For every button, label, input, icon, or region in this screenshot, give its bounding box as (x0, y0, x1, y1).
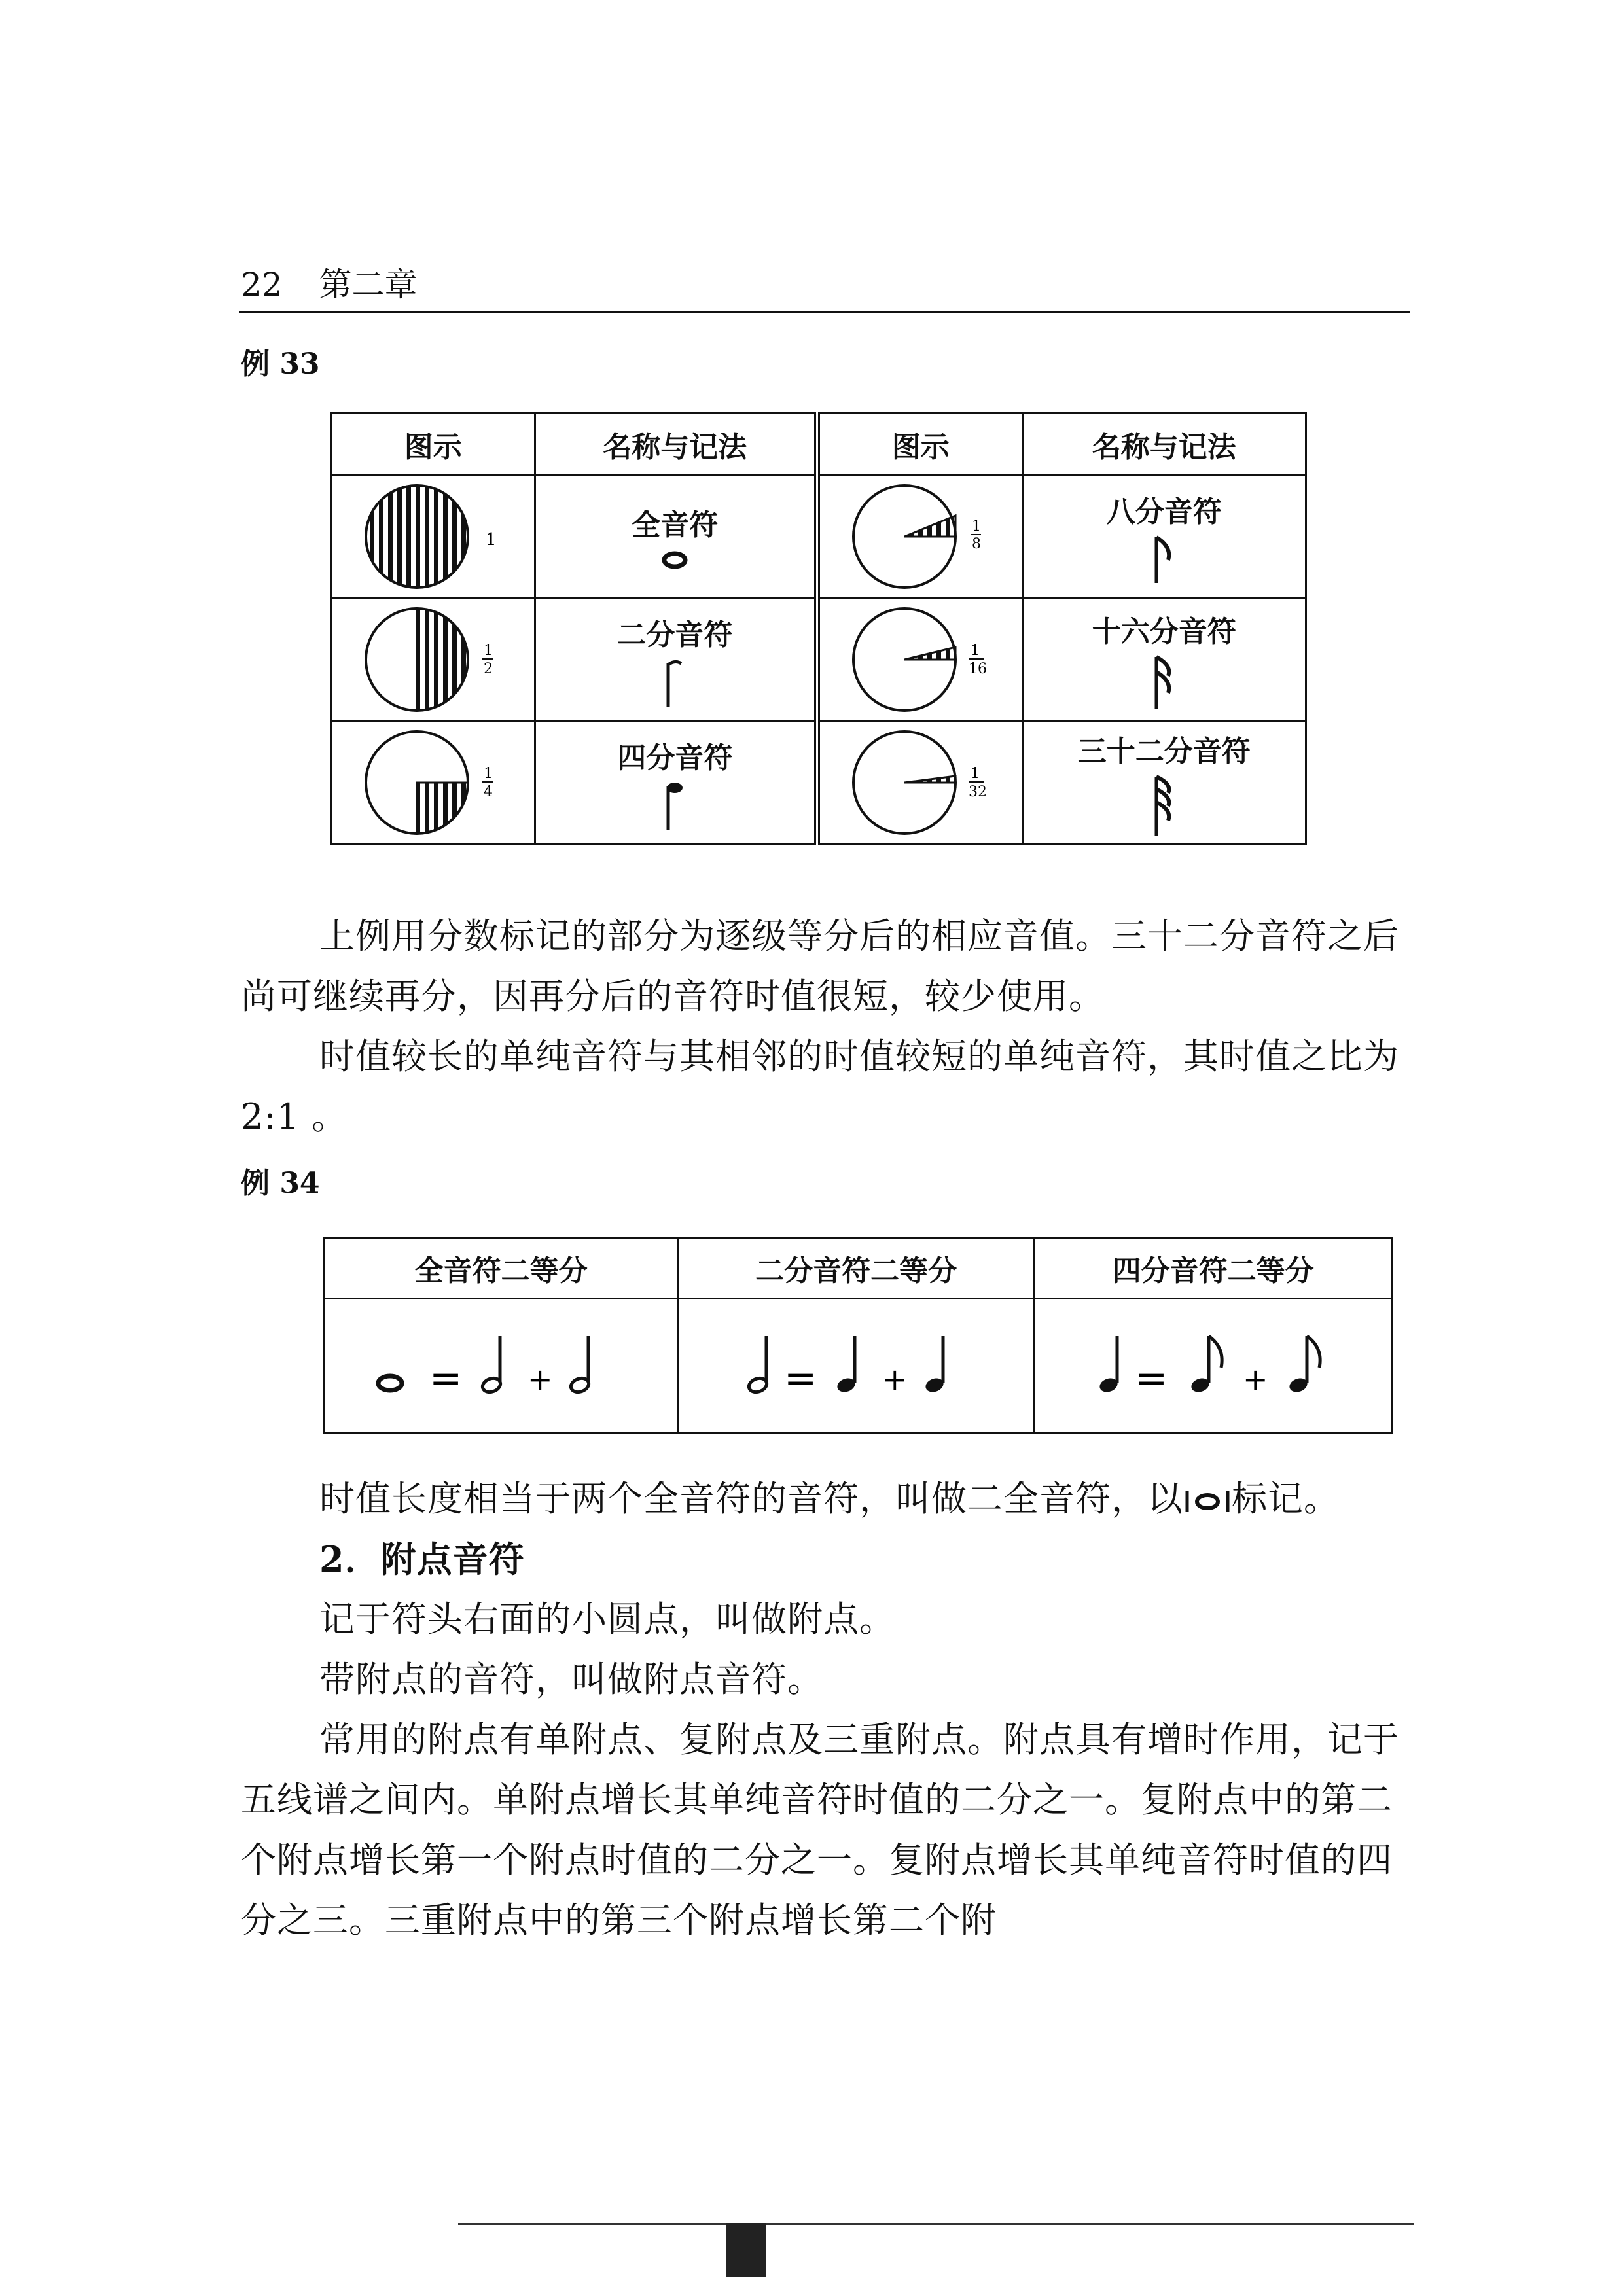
note-cell-quarter (535, 722, 817, 845)
pie-diagram-quarter (332, 722, 535, 845)
note-value-table (330, 412, 1307, 845)
pie-diagram-eighth (817, 476, 1022, 599)
fraction-label: 1 (485, 530, 497, 550)
note-name: 八分音符 (1106, 495, 1222, 529)
chapter-title: 第二章 (319, 266, 418, 304)
example-33-label: 例 33 (241, 347, 320, 381)
page-number: 22 (241, 266, 283, 304)
note-cell-thirty-second (1022, 722, 1306, 845)
col-header-whole-division: 全音符二等分 (325, 1238, 678, 1299)
running-header (241, 258, 418, 306)
eighth-note-icon (1151, 534, 1177, 586)
paragraph-1 (241, 906, 1406, 1147)
paragraph-text: 带附点的音符，叫做附点音符。 (319, 1659, 823, 1700)
note-cell-whole (535, 476, 817, 599)
note-name: 二分音符 (617, 618, 733, 652)
pie-diagram-sixteenth (817, 599, 1022, 722)
paragraph-text: 时值长度相当于两个全音符的音符，叫做二全音符，以 (319, 1478, 1183, 1519)
col-header-name-right: 名称与记法 (1022, 414, 1306, 476)
paragraph-text: 标记。 (1232, 1478, 1340, 1519)
col-header-diagram-left: 图示 (332, 414, 535, 476)
svg-text:16: 16 (968, 661, 987, 677)
svg-text:1: 1 (970, 643, 980, 659)
svg-text:1: 1 (970, 766, 980, 782)
breve-paragraph (241, 1469, 1406, 1529)
note-cell-sixteenth (1022, 599, 1306, 722)
svg-text:1: 1 (483, 643, 493, 659)
svg-text:4: 4 (483, 784, 493, 800)
svg-text:=: = (784, 1356, 817, 1402)
note-division-table (323, 1237, 1393, 1434)
quarter-equals-two-eighths (1035, 1299, 1392, 1433)
paragraph-text: 常用的附点有单附点、复附点及三重附点。附点具有增时作用，记于五线谱之间内。单附点增长其单纯音符时值的二分之一。复附点中的第二个附点增长第一个附点时值的二分之一。复附点增长其单纯音符时值的四分之三。三重附点中的第三个附点增长第二个附 (241, 1719, 1399, 1941)
col-header-diagram-right: 图示 (817, 414, 1022, 476)
pie-diagram-half (332, 599, 535, 722)
example-34-label: 例 34 (241, 1167, 320, 1200)
half-equals-two-quarters (678, 1299, 1035, 1433)
col-header-half-division: 二分音符二等分 (678, 1238, 1035, 1299)
svg-text:1: 1 (971, 518, 981, 535)
svg-text:+: + (882, 1362, 908, 1397)
paragraph-2 (241, 1469, 1406, 1951)
svg-text:+: + (527, 1362, 553, 1397)
pie-diagram-whole (332, 476, 535, 599)
col-header-name-left: 名称与记法 (535, 414, 817, 476)
note-name: 四分音符 (617, 741, 733, 775)
paragraph-text: 记于符头右面的小圆点，叫做附点。 (319, 1598, 895, 1640)
note-name: 十六分音符 (1092, 614, 1236, 648)
whole-note-icon (658, 547, 691, 573)
breve-note-icon (1183, 1489, 1232, 1515)
sixteenth-note-icon (1151, 654, 1177, 713)
svg-text:1: 1 (483, 766, 493, 782)
svg-text:+: + (1242, 1362, 1268, 1397)
footer-binding-mark (726, 2223, 766, 2277)
half-note-icon (662, 657, 688, 709)
svg-text:32: 32 (968, 784, 987, 800)
note-name: 全音符 (632, 508, 719, 542)
svg-text:=: = (1134, 1356, 1168, 1402)
svg-text:2: 2 (483, 661, 493, 677)
header-rule (239, 311, 1410, 313)
paragraph-text: 时值较长的单纯音符与其相邻的时值较短的单纯音符，其时值之比为 2:1 。 (241, 1036, 1399, 1137)
thirty-second-note-icon (1151, 773, 1177, 839)
note-name: 三十二分音符 (1077, 734, 1251, 768)
note-cell-eighth (1022, 476, 1306, 599)
svg-text:=: = (429, 1356, 462, 1402)
footer-rule (458, 2223, 1414, 2225)
whole-equals-two-halves (325, 1299, 678, 1433)
paragraph-text: 上例用分数标记的部分为逐级等分后的相应音值。三十二分音符之后尚可继续再分，因再分后的音符时值很短，较少使用。 (241, 915, 1399, 1017)
note-cell-half (535, 599, 817, 722)
svg-text:8: 8 (971, 536, 981, 552)
section-heading: 2．附点音符 (319, 1538, 525, 1580)
quarter-note-icon (662, 780, 688, 832)
pie-diagram-thirty-second (817, 722, 1022, 845)
col-header-quarter-division: 四分音符二等分 (1035, 1238, 1392, 1299)
